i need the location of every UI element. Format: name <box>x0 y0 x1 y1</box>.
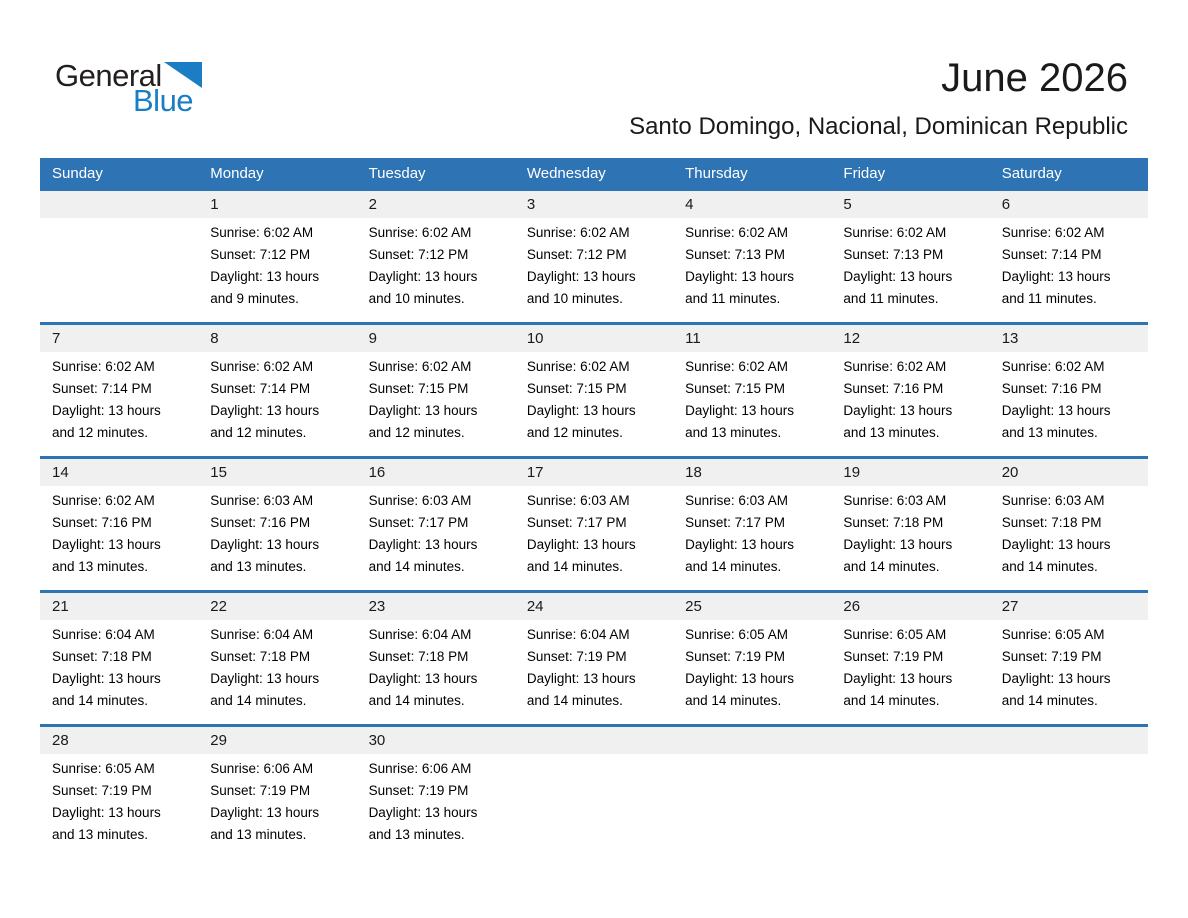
daylight-line-2: and 14 minutes. <box>685 693 782 708</box>
day-cell-empty <box>831 727 989 858</box>
day-details <box>369 356 509 444</box>
day-number: 18 <box>685 464 702 481</box>
day-cell-empty <box>515 727 673 858</box>
day-number: 14 <box>52 464 69 481</box>
daylight-line-2: and 14 minutes. <box>1001 693 1098 708</box>
day-details <box>210 222 350 310</box>
sunrise-line: Sunrise: 6:05 AM <box>843 627 947 642</box>
sunrise-line: Sunrise: 6:03 AM <box>526 493 630 508</box>
sunset-line: Sunset: 7:17 PM <box>685 515 785 530</box>
sunset-line: Sunset: 7:18 PM <box>368 649 469 664</box>
calendar-body <box>40 188 1148 858</box>
weekday-header-tuesday: Tuesday <box>368 164 426 182</box>
daylight-line-2: and 13 minutes. <box>210 559 307 574</box>
day-details <box>369 624 509 712</box>
week-row-5 <box>40 724 1148 858</box>
weekday-header-sunday: Sunday <box>52 164 103 182</box>
sunset-line: Sunset: 7:17 PM <box>368 515 469 530</box>
daylight-line-2: and 12 minutes. <box>368 425 465 440</box>
day-cell-11 <box>673 325 831 456</box>
day-cell-12 <box>831 325 989 456</box>
day-number: 29 <box>210 732 227 749</box>
sunrise-line: Sunrise: 6:02 AM <box>526 225 630 240</box>
sunrise-line: Sunrise: 6:03 AM <box>368 493 472 508</box>
daylight-line-2: and 14 minutes. <box>843 559 940 574</box>
daylight-line-1: Daylight: 13 hours <box>52 805 161 820</box>
day-details <box>843 356 983 444</box>
day-details <box>210 356 350 444</box>
daylight-line-2: and 13 minutes. <box>52 827 149 842</box>
day-number: 11 <box>685 330 701 347</box>
daylight-line-1: Daylight: 13 hours <box>210 403 320 418</box>
day-cell-17 <box>515 459 673 590</box>
day-details <box>527 490 667 578</box>
day-details <box>527 222 667 310</box>
day-details <box>369 758 509 846</box>
day-number: 23 <box>368 598 386 615</box>
day-cell-28 <box>40 727 198 858</box>
sunrise-line: Sunrise: 6:04 AM <box>210 627 314 642</box>
daylight-line-1: Daylight: 13 hours <box>1001 403 1111 418</box>
daylight-line-1: Daylight: 13 hours <box>685 269 794 284</box>
day-number: 27 <box>1001 598 1019 615</box>
week-row-2 <box>40 322 1148 456</box>
title-block <box>629 58 1128 140</box>
sunrise-line: Sunrise: 6:02 AM <box>685 225 788 240</box>
day-cell-21 <box>40 593 198 724</box>
daylight-line-1: Daylight: 13 hours <box>1001 269 1111 284</box>
sunrise-line: Sunrise: 6:02 AM <box>368 359 472 374</box>
day-cell-5 <box>831 191 989 322</box>
day-cell-16 <box>357 459 515 590</box>
sunset-line: Sunset: 7:14 PM <box>52 381 152 396</box>
day-number: 10 <box>526 330 544 347</box>
daylight-line-2: and 13 minutes. <box>210 827 307 842</box>
day-number: 30 <box>368 732 386 749</box>
daylight-line-2: and 11 minutes. <box>843 291 939 306</box>
sunrise-line: Sunrise: 6:04 AM <box>368 627 472 642</box>
sunrise-line: Sunrise: 6:04 AM <box>52 627 155 642</box>
day-cell-15 <box>198 459 356 590</box>
day-cell-23 <box>357 593 515 724</box>
daylight-line-1: Daylight: 13 hours <box>368 671 478 686</box>
day-details <box>369 490 509 578</box>
weekday-header-thursday: Thursday <box>685 164 748 182</box>
day-details <box>1002 356 1142 444</box>
daylight-line-1: Daylight: 13 hours <box>210 671 320 686</box>
daylight-line-1: Daylight: 13 hours <box>210 269 320 284</box>
daylight-line-1: Daylight: 13 hours <box>1001 537 1111 552</box>
general-blue-logo <box>55 60 202 116</box>
day-details <box>52 490 192 578</box>
sunset-line: Sunset: 7:15 PM <box>685 381 785 396</box>
day-cell-30 <box>357 727 515 858</box>
daylight-line-2: and 10 minutes. <box>526 291 623 306</box>
day-cell-3 <box>515 191 673 322</box>
weekday-header-wednesday: Wednesday <box>526 164 606 182</box>
day-cell-6 <box>990 191 1148 322</box>
daylight-line-1: Daylight: 13 hours <box>210 805 320 820</box>
daylight-line-2: and 13 minutes. <box>1001 425 1098 440</box>
daylight-line-1: Daylight: 13 hours <box>843 403 953 418</box>
day-details <box>843 222 983 310</box>
week-row-3 <box>40 456 1148 590</box>
page-header <box>0 0 1188 158</box>
daylight-line-2: and 14 minutes. <box>210 693 307 708</box>
daylight-line-2: and 13 minutes. <box>843 425 940 440</box>
week-row-1 <box>40 188 1148 322</box>
daylight-line-1: Daylight: 13 hours <box>52 671 161 686</box>
sunset-line: Sunset: 7:12 PM <box>368 247 469 262</box>
sunrise-line: Sunrise: 6:05 AM <box>685 627 788 642</box>
day-cell-20 <box>990 459 1148 590</box>
sunset-line: Sunset: 7:19 PM <box>843 649 944 664</box>
daylight-line-2: and 14 minutes. <box>843 693 940 708</box>
day-details <box>52 624 192 712</box>
sunset-line: Sunset: 7:16 PM <box>210 515 311 530</box>
sunset-line: Sunset: 7:17 PM <box>526 515 627 530</box>
sunrise-line: Sunrise: 6:02 AM <box>52 359 155 374</box>
daylight-line-2: and 10 minutes. <box>368 291 465 306</box>
day-cell-29 <box>198 727 356 858</box>
day-number: 3 <box>526 196 536 213</box>
daylight-line-1: Daylight: 13 hours <box>526 269 636 284</box>
day-cell-4 <box>673 191 831 322</box>
sunset-line: Sunset: 7:18 PM <box>1001 515 1102 530</box>
day-details <box>1002 490 1142 578</box>
day-details <box>843 490 983 578</box>
daylight-line-2: and 14 minutes. <box>1001 559 1098 574</box>
daylight-line-2: and 14 minutes. <box>685 559 782 574</box>
day-cell-24 <box>515 593 673 724</box>
calendar <box>40 158 1148 858</box>
sunrise-line: Sunrise: 6:02 AM <box>1001 225 1105 240</box>
daylight-line-1: Daylight: 13 hours <box>52 403 161 418</box>
day-cell-14 <box>40 459 198 590</box>
location-subtitle: Santo Domingo, Nacional, Dominican Republic <box>629 113 1128 140</box>
daylight-line-2: and 11 minutes. <box>1001 291 1097 306</box>
logo-text-blue: Blue <box>133 83 194 118</box>
daylight-line-1: Daylight: 13 hours <box>526 537 636 552</box>
sunrise-line: Sunrise: 6:02 AM <box>210 359 314 374</box>
daylight-line-2: and 12 minutes. <box>210 425 307 440</box>
sunset-line: Sunset: 7:16 PM <box>1001 381 1102 396</box>
day-cell-7 <box>40 325 198 456</box>
sunset-line: Sunset: 7:14 PM <box>1001 247 1102 262</box>
sunset-line: Sunset: 7:19 PM <box>368 783 469 798</box>
daylight-line-1: Daylight: 13 hours <box>368 403 478 418</box>
day-details <box>685 222 825 310</box>
day-number: 28 <box>52 732 69 749</box>
day-cell-26 <box>831 593 989 724</box>
daylight-line-2: and 14 minutes. <box>368 559 465 574</box>
daylight-line-1: Daylight: 13 hours <box>843 671 953 686</box>
day-cell-22 <box>198 593 356 724</box>
day-number: 20 <box>1001 464 1019 481</box>
sunset-line: Sunset: 7:12 PM <box>210 247 311 262</box>
sunset-line: Sunset: 7:19 PM <box>52 783 152 798</box>
day-details <box>1002 624 1142 712</box>
sunset-line: Sunset: 7:19 PM <box>526 649 627 664</box>
daylight-line-1: Daylight: 13 hours <box>526 403 636 418</box>
sunrise-line: Sunrise: 6:03 AM <box>210 493 314 508</box>
day-number: 6 <box>1001 196 1011 213</box>
sunset-line: Sunset: 7:16 PM <box>52 515 152 530</box>
day-cell-1 <box>198 191 356 322</box>
daylight-line-2: and 14 minutes. <box>368 693 465 708</box>
daylight-line-2: and 14 minutes. <box>52 693 149 708</box>
daylight-line-2: and 13 minutes. <box>368 827 465 842</box>
daylight-line-1: Daylight: 13 hours <box>685 403 794 418</box>
day-cell-25 <box>673 593 831 724</box>
day-details <box>843 624 983 712</box>
sunrise-line: Sunrise: 6:02 AM <box>843 359 947 374</box>
daylight-line-2: and 14 minutes. <box>526 693 623 708</box>
weekday-header-row <box>40 158 1148 188</box>
day-number: 12 <box>843 330 861 347</box>
sunset-line: Sunset: 7:18 PM <box>210 649 311 664</box>
sunrise-line: Sunrise: 6:02 AM <box>210 225 314 240</box>
day-details <box>527 624 667 712</box>
sunset-line: Sunset: 7:18 PM <box>52 649 152 664</box>
sunrise-line: Sunrise: 6:02 AM <box>368 225 472 240</box>
day-number: 9 <box>368 330 377 347</box>
sunset-line: Sunset: 7:13 PM <box>685 247 785 262</box>
sunset-line: Sunset: 7:13 PM <box>843 247 944 262</box>
sunset-line: Sunset: 7:14 PM <box>210 381 311 396</box>
sunrise-line: Sunrise: 6:03 AM <box>1001 493 1105 508</box>
sunset-line: Sunset: 7:19 PM <box>210 783 311 798</box>
day-number: 5 <box>843 196 852 213</box>
sunset-line: Sunset: 7:12 PM <box>526 247 627 262</box>
daylight-line-1: Daylight: 13 hours <box>368 805 478 820</box>
daylight-line-1: Daylight: 13 hours <box>368 537 478 552</box>
logo-text-general: General <box>55 58 162 93</box>
day-details <box>210 490 350 578</box>
sunset-line: Sunset: 7:15 PM <box>368 381 469 396</box>
day-cell-19 <box>831 459 989 590</box>
day-cell-empty <box>40 191 198 322</box>
day-cell-empty <box>673 727 831 858</box>
day-number: 17 <box>526 464 544 481</box>
day-number: 21 <box>52 598 69 615</box>
day-cell-27 <box>990 593 1148 724</box>
day-details <box>369 222 509 310</box>
day-cell-9 <box>357 325 515 456</box>
daylight-line-1: Daylight: 13 hours <box>210 537 320 552</box>
sunset-line: Sunset: 7:16 PM <box>843 381 944 396</box>
sunrise-line: Sunrise: 6:02 AM <box>685 359 788 374</box>
sunrise-line: Sunrise: 6:02 AM <box>52 493 155 508</box>
day-number: 25 <box>685 598 702 615</box>
day-number: 24 <box>526 598 544 615</box>
day-number: 8 <box>210 330 219 347</box>
day-number: 7 <box>52 330 61 347</box>
day-number: 16 <box>368 464 386 481</box>
day-details <box>685 490 825 578</box>
sunset-line: Sunset: 7:15 PM <box>526 381 627 396</box>
day-cell-8 <box>198 325 356 456</box>
sunrise-line: Sunrise: 6:04 AM <box>526 627 630 642</box>
day-cell-18 <box>673 459 831 590</box>
daylight-line-2: and 13 minutes. <box>685 425 782 440</box>
sunrise-line: Sunrise: 6:03 AM <box>843 493 947 508</box>
daylight-line-1: Daylight: 13 hours <box>368 269 478 284</box>
day-number: 2 <box>368 196 377 213</box>
day-details <box>52 356 192 444</box>
month-title: June 2026 <box>941 56 1128 100</box>
day-cell-empty <box>990 727 1148 858</box>
day-number: 15 <box>210 464 227 481</box>
day-details <box>685 624 825 712</box>
daylight-line-2: and 14 minutes. <box>526 559 623 574</box>
sunset-line: Sunset: 7:19 PM <box>1001 649 1102 664</box>
daylight-line-2: and 11 minutes. <box>685 291 781 306</box>
day-cell-10 <box>515 325 673 456</box>
sunrise-line: Sunrise: 6:05 AM <box>1001 627 1105 642</box>
sunrise-line: Sunrise: 6:05 AM <box>52 761 155 776</box>
sunset-line: Sunset: 7:18 PM <box>843 515 944 530</box>
sunrise-line: Sunrise: 6:02 AM <box>1001 359 1105 374</box>
sunrise-line: Sunrise: 6:03 AM <box>685 493 788 508</box>
daylight-line-1: Daylight: 13 hours <box>685 671 794 686</box>
day-cell-13 <box>990 325 1148 456</box>
day-details <box>210 624 350 712</box>
sunset-line: Sunset: 7:19 PM <box>685 649 785 664</box>
sunrise-line: Sunrise: 6:06 AM <box>368 761 472 776</box>
daylight-line-2: and 9 minutes. <box>210 291 299 306</box>
day-number: 4 <box>685 196 694 213</box>
sunrise-line: Sunrise: 6:02 AM <box>843 225 947 240</box>
daylight-line-1: Daylight: 13 hours <box>685 537 794 552</box>
day-number: 19 <box>843 464 861 481</box>
daylight-line-1: Daylight: 13 hours <box>1001 671 1111 686</box>
day-details <box>52 758 192 846</box>
weekday-header-saturday: Saturday <box>1001 164 1062 182</box>
daylight-line-2: and 13 minutes. <box>52 559 149 574</box>
daylight-line-1: Daylight: 13 hours <box>843 537 953 552</box>
week-row-4 <box>40 590 1148 724</box>
day-details <box>685 356 825 444</box>
day-number: 22 <box>210 598 227 615</box>
day-number: 26 <box>843 598 861 615</box>
day-details <box>210 758 350 846</box>
daylight-line-2: and 12 minutes. <box>52 425 149 440</box>
sunrise-line: Sunrise: 6:06 AM <box>210 761 314 776</box>
weekday-header-monday: Monday <box>210 164 264 182</box>
day-number: 1 <box>210 196 219 213</box>
sunrise-line: Sunrise: 6:02 AM <box>526 359 630 374</box>
day-number: 13 <box>1001 330 1019 347</box>
day-details <box>1002 222 1142 310</box>
day-details <box>527 356 667 444</box>
daylight-line-2: and 12 minutes. <box>526 425 623 440</box>
daylight-line-1: Daylight: 13 hours <box>526 671 636 686</box>
daylight-line-1: Daylight: 13 hours <box>52 537 161 552</box>
day-cell-2 <box>357 191 515 322</box>
daylight-line-1: Daylight: 13 hours <box>843 269 953 284</box>
weekday-header-friday: Friday <box>843 164 886 182</box>
